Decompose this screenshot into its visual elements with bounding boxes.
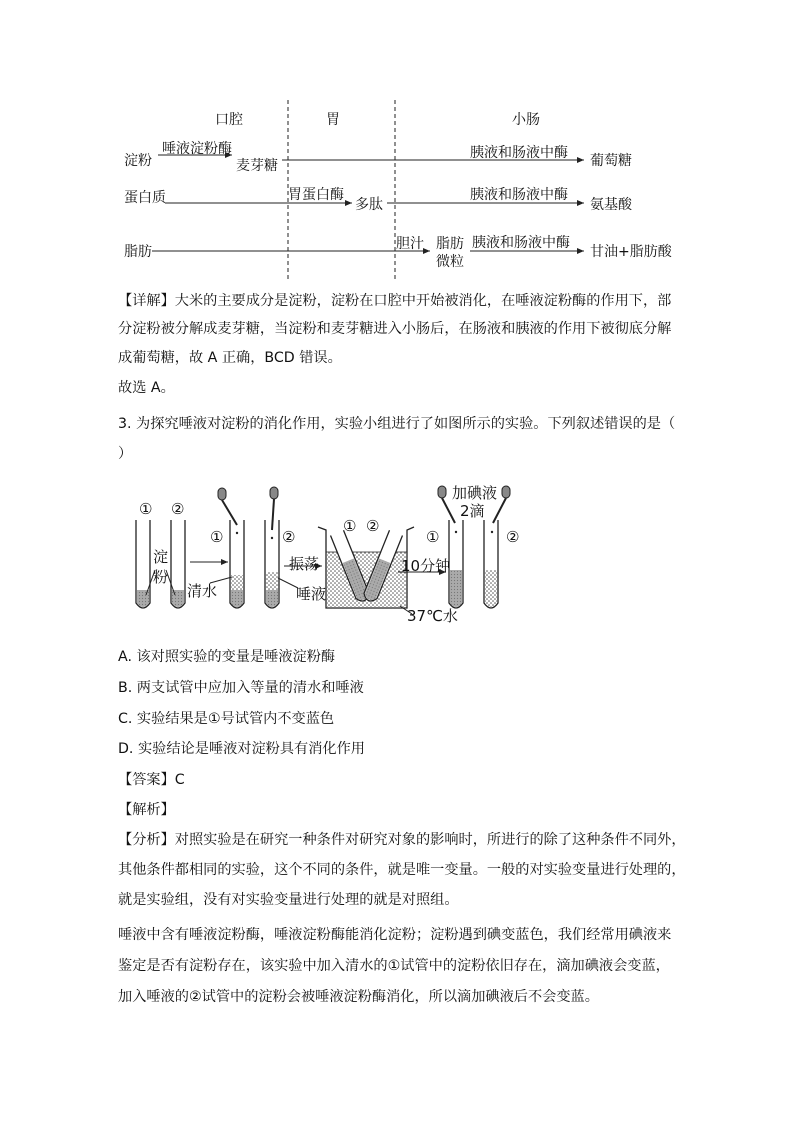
product-glucose: 葡萄糖 xyxy=(590,153,632,169)
tube-label-1d: ① xyxy=(426,528,440,546)
tube-label-1b: ① xyxy=(210,528,224,546)
analysis-title: 【解析】 xyxy=(118,802,175,818)
detail-line-2: 分淀粉被分解成麦芽糖，当淀粉和麦芽糖进入小肠后，在肠液和胰液的作用下被彻底分解 xyxy=(118,321,672,337)
region-stomach: 胃 xyxy=(326,112,340,128)
enzyme-pepsin: 胃蛋白酶 xyxy=(288,187,344,203)
product-fat-droplets-line2: 微粒 xyxy=(436,254,464,270)
tube-label-1a: ① xyxy=(139,500,153,518)
detail-line-1: 【详解】大米的主要成分是淀粉，淀粉在口腔中开始被消化，在唾液淀粉酶的作用下，部 xyxy=(118,293,672,309)
analysis-line-1: 【分析】对照实验是在研究一种条件对研究对象的影响时，所进行的除了这种条件不同外， xyxy=(118,832,686,848)
analysis-line-5: 鉴定是否有淀粉存在，该实验中加入清水的①试管中的淀粉依旧存在，滴加碘液会变蓝， xyxy=(118,958,670,974)
product-polypeptide: 多肽 xyxy=(355,197,383,213)
region-mouth: 口腔 xyxy=(215,112,243,128)
temperature-label: 37℃水 xyxy=(407,607,458,625)
substance-protein: 蛋白质 xyxy=(124,190,166,206)
iodine-label-2: 2滴 xyxy=(460,502,485,520)
enzyme-pancreatic-intestinal-2: 胰液和肠液中酶 xyxy=(470,187,568,203)
product-fat-droplets-line1: 脂肪 xyxy=(436,236,464,252)
time-label: 10分钟 xyxy=(401,557,451,575)
starch-label-1: 淀 xyxy=(153,548,169,566)
substance-starch: 淀粉 xyxy=(124,153,152,169)
shake-label: 振荡 xyxy=(289,555,320,573)
product-amino-acid: 氨基酸 xyxy=(590,197,632,213)
enzyme-salivary-amylase: 唾液淀粉酶 xyxy=(162,141,232,157)
analysis-line-6: 加入唾液的②试管中的淀粉会被唾液淀粉酶消化，所以滴加碘液后不会变蓝。 xyxy=(118,989,599,1005)
question-stem-line-1: 3. 为探究唾液对淀粉的消化作用，实验小组进行了如图所示的实验。下列叙述错误的是（ xyxy=(118,416,676,432)
region-small-intestine: 小肠 xyxy=(512,112,540,128)
enzyme-pancreatic-intestinal-1: 胰液和肠液中酶 xyxy=(470,145,568,161)
analysis-line-4: 唾液中含有唾液淀粉酶，唾液淀粉酶能消化淀粉；淀粉遇到碘变蓝色，我们经常用碘液来 xyxy=(118,927,672,943)
analysis-line-3: 就是实验组，没有对实验变量进行处理的就是对照组。 xyxy=(118,892,459,908)
tube-label-2a: ② xyxy=(171,500,185,518)
answer: 【答案】C xyxy=(118,772,185,788)
product-maltose: 麦芽糖 xyxy=(236,158,278,174)
analysis-line-2: 其他条件都相同的实验，这个不同的条件，就是唯一变量。一般的对实验变量进行处理的， xyxy=(118,862,686,878)
product-glycerol-fatty-acid: 甘油+脂肪酸 xyxy=(590,244,672,260)
option-a: A. 该对照实验的变量是唾液淀粉酶 xyxy=(118,649,336,665)
starch-label-2: 粉 xyxy=(153,568,169,586)
saliva-label: 唾液 xyxy=(296,585,327,603)
iodine-label-1: 加碘液 xyxy=(452,484,498,502)
bile: 胆汁 xyxy=(396,236,424,252)
question-stem-line-2: ） xyxy=(118,446,133,462)
tube-label-2c: ② xyxy=(366,517,380,535)
tube-label-2b: ② xyxy=(282,528,296,546)
detail-line-3: 成葡萄糖，故 A 正确，BCD 错误。 xyxy=(118,350,342,366)
water-saliva-tubes xyxy=(210,487,298,608)
option-b: B. 两支试管中应加入等量的清水和唾液 xyxy=(118,680,364,696)
beaker-water-bath xyxy=(318,527,414,614)
enzyme-pancreatic-intestinal-3: 胰液和肠液中酶 xyxy=(472,235,570,251)
detail-conclusion: 故选 A。 xyxy=(118,380,175,396)
option-d: D. 实验结论是唾液对淀粉具有消化作用 xyxy=(118,741,365,757)
water-label: 清水 xyxy=(187,582,218,600)
tube-label-1c: ① xyxy=(343,517,357,535)
option-c: C. 实验结果是①号试管内不变蓝色 xyxy=(118,711,335,727)
substance-fat: 脂肪 xyxy=(124,244,152,260)
tube-label-2d: ② xyxy=(506,528,520,546)
